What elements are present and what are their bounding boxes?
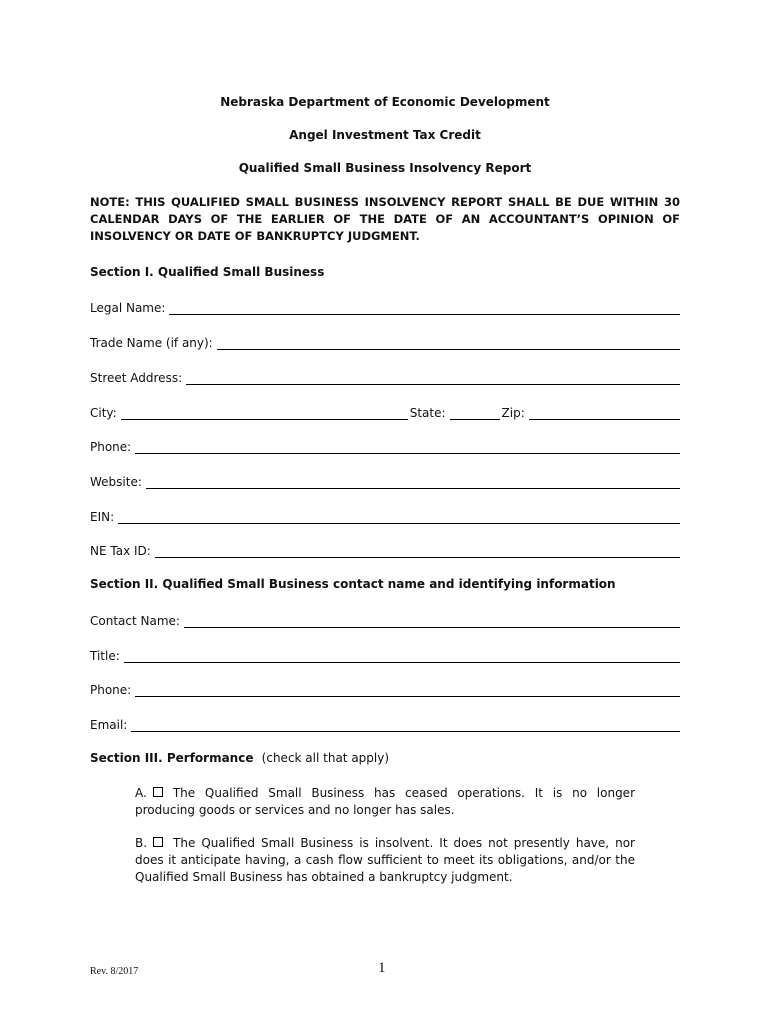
page-number: 1 bbox=[378, 960, 386, 976]
ne-tax-id-label: NE Tax ID: bbox=[90, 544, 151, 558]
option-b-text: The Qualified Small Business is insolvent. It does not presently have, nor does it anticipate having, a cash flow sufficient to meet its obligations, and/or the Qualified Small Business has obtained a bankruptcy judgment. bbox=[135, 836, 635, 884]
contact-name-input-line[interactable] bbox=[184, 615, 680, 628]
trade-name-field[interactable] bbox=[90, 334, 680, 350]
title-field[interactable] bbox=[90, 647, 680, 663]
legal-name-label: Legal Name: bbox=[90, 301, 166, 315]
phone-label: Phone: bbox=[90, 440, 132, 454]
section-1-title: Section I. Qualified Small Business bbox=[90, 265, 325, 279]
ne-tax-id-field[interactable] bbox=[90, 542, 680, 558]
legal-name-field[interactable] bbox=[90, 299, 680, 315]
ne-tax-id-input-line[interactable] bbox=[155, 545, 680, 558]
website-field[interactable] bbox=[90, 473, 680, 489]
department-heading: Nebraska Department of Economic Development bbox=[220, 95, 550, 109]
option-a bbox=[135, 785, 635, 819]
due-date-note: NOTE: THIS QUALIFIED SMALL BUSINESS INSOLVENCY REPORT SHALL BE DUE WITHIN 30 CALENDAR DAYS OF THE EARLIER OF THE DATE OF AN ACCOUNTANT’S OPINION OF INSOLVENCY OR DATE OF BANKRUPTCY JUDGMENT. bbox=[90, 195, 680, 243]
city-state-zip-row bbox=[90, 404, 680, 420]
website-label: Website: bbox=[90, 475, 142, 489]
section-3-title: Section III. Performance bbox=[90, 751, 254, 765]
report-title: Qualified Small Business Insolvency Report bbox=[238, 161, 532, 175]
city-label: City: bbox=[90, 406, 117, 420]
email-field[interactable] bbox=[90, 716, 680, 732]
ein-field[interactable] bbox=[90, 508, 680, 524]
email-label: Email: bbox=[90, 718, 128, 732]
title-label: Title: bbox=[90, 649, 120, 663]
trade-name-input-line[interactable] bbox=[217, 337, 680, 350]
contact-name-label: Contact Name: bbox=[90, 614, 180, 628]
option-a-checkbox[interactable] bbox=[153, 787, 163, 797]
option-a-text: The Qualified Small Business has ceased operations. It is no longer producing goods or services and no longer has sales. bbox=[135, 786, 635, 817]
option-b-letter: B. bbox=[135, 836, 148, 850]
option-b-checkbox[interactable] bbox=[153, 837, 163, 847]
contact-phone-input-line[interactable] bbox=[135, 684, 680, 697]
phone-input-line[interactable] bbox=[135, 441, 680, 454]
zip-input-line[interactable] bbox=[529, 407, 680, 420]
option-b bbox=[135, 835, 635, 886]
contact-name-field[interactable] bbox=[90, 612, 680, 628]
section-3-subtitle: (check all that apply) bbox=[261, 751, 390, 765]
street-address-label: Street Address: bbox=[90, 371, 183, 385]
city-input-line[interactable] bbox=[121, 407, 408, 420]
email-input-line[interactable] bbox=[131, 719, 680, 732]
program-heading: Angel Investment Tax Credit bbox=[289, 128, 481, 142]
state-input-line[interactable] bbox=[450, 407, 500, 420]
ein-label: EIN: bbox=[90, 510, 115, 524]
trade-name-label: Trade Name (if any): bbox=[90, 336, 213, 350]
contact-phone-label: Phone: bbox=[90, 683, 132, 697]
street-address-field[interactable] bbox=[90, 369, 680, 385]
ein-input-line[interactable] bbox=[118, 511, 680, 524]
title-input-line[interactable] bbox=[124, 650, 680, 663]
street-address-input-line[interactable] bbox=[186, 372, 680, 385]
legal-name-input-line[interactable] bbox=[169, 302, 680, 315]
zip-label: Zip: bbox=[501, 406, 525, 420]
revision-date: Rev. 8/2017 bbox=[90, 966, 139, 977]
website-input-line[interactable] bbox=[146, 476, 680, 489]
state-label: State: bbox=[409, 406, 446, 420]
phone-field[interactable] bbox=[90, 438, 680, 454]
section-2-title: Section II. Qualified Small Business contact name and identifying information bbox=[90, 577, 616, 591]
section-3-heading bbox=[90, 751, 389, 765]
option-a-letter: A. bbox=[135, 786, 147, 800]
contact-phone-field[interactable] bbox=[90, 681, 680, 697]
